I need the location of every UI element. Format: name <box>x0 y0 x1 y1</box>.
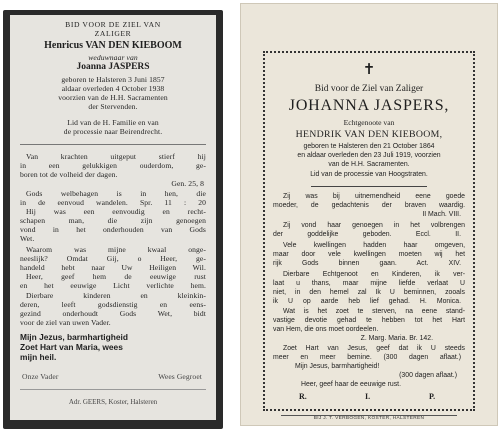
left-text-line: Gen. 25, 8 <box>171 179 204 188</box>
left-text-line: in de eenvoud wandelen. Spr. 11 : 20 <box>20 198 206 207</box>
right-text-line: Dierbare Echtgenoot en Kinderen, ik ver- <box>283 271 465 278</box>
left-divider <box>20 144 206 145</box>
left-bio-line: der Stervenden. <box>88 102 138 111</box>
right-bio-line: geboren te Halsteren den 21 October 1864 <box>303 143 435 150</box>
right-text-line: van Hem, die ons moet oordeelen. <box>273 326 379 333</box>
right-text-line: laat u thans, maar mijne liefde verlaat U <box>273 280 465 287</box>
memorial-card-right <box>240 3 498 426</box>
memorial-card-left <box>3 10 223 429</box>
right-text-line: maar door vele kwellingen moeten wij het <box>273 251 465 258</box>
right-text-line: der goddelijke geboden. Eccl. II. <box>273 231 461 238</box>
right-divider <box>311 186 427 187</box>
left-text-line: schapen man, die zijn genoegen <box>20 216 206 225</box>
left-text-line: gezind onderhoudt Gods Wet, bidt <box>20 309 206 318</box>
left-text-line: Hij was een eenvoudig en recht- <box>26 207 206 216</box>
right-text-line: rijk Gods binnen gaan. Act. XIV. <box>273 260 461 267</box>
left-prayer-line: mijn heil. <box>20 352 57 362</box>
left-deceased-name: Henricus VAN DEN KIEBOOM <box>44 40 182 51</box>
left-onze-vader: Onze Vader <box>22 372 59 381</box>
right-bio-line: van de H.H. Sacramenten. <box>328 161 410 168</box>
right-text-line: moeder, de gedachtenis der braven waardig. <box>273 202 465 209</box>
left-text-line: handeld hebt naar Uw Heiligen Wil. <box>20 263 206 272</box>
right-text-line: (300 dagen aflaat.) <box>399 372 457 379</box>
right-text-line: Zoet Hart van Jesus, geef dat ik U steeds <box>283 345 465 352</box>
left-text-line: neeslijk? Omdat Gij, o Heer, ge- <box>20 254 206 263</box>
right-printer: BIJ J. T. VERBOGEN, KOSTER, HALSTEREN <box>313 416 425 421</box>
left-printer: Adr. GEERS, Koster, Halsteren <box>68 398 158 406</box>
left-text-line: Gods welbehagen is in hen, die <box>26 189 206 198</box>
right-text-line: vastige devotie gehad te hebben tot het Hart <box>273 317 465 324</box>
card-left-paper <box>10 15 216 420</box>
right-text-line: II Mach. VIII. <box>422 211 461 218</box>
right-spouse-label: Echtgenoote van <box>343 118 395 127</box>
rip-letter: I. <box>365 392 371 401</box>
left-text-line: deren, leeft godsdienstig en eens- <box>20 300 206 309</box>
left-text-line: Dierbare kinderen en kleinkin- <box>26 291 206 300</box>
right-text-line: Vele kwellingen hadden haar omgeven, <box>283 242 465 249</box>
rip-letter: R. <box>299 392 307 401</box>
left-text-line: boren tot de volheid der dagen. <box>20 170 118 179</box>
left-header-line1: BID VOOR DE ZIEL VAN <box>65 20 161 29</box>
right-spouse-name: HENDRIK VAN DEN KIEBOOM, <box>295 129 443 140</box>
cross-icon: ✝ <box>362 62 376 78</box>
right-bio-line: Lid van de processie van Hoogstraten. <box>310 171 428 178</box>
left-text-line: vond in het onderhouden van Gods <box>20 225 206 234</box>
right-text-line: Z. Marg. Maria. Br. 142. <box>360 335 433 342</box>
left-wees-gegroet: Wees Gegroet <box>158 372 202 381</box>
left-text-line: in een gelukkigen ouderdom, ge- <box>20 161 206 170</box>
right-text-line: meer en meer bemine. (300 dagen aflaat.) <box>273 354 461 361</box>
left-bio-line: voorzien van de H.H. Sacramenten <box>58 93 168 102</box>
left-divider-bottom <box>20 389 206 390</box>
right-deceased-name: JOHANNA JASPERS, <box>288 97 450 114</box>
right-text-line: Heer, geef haar de eeuwige rust. <box>301 381 401 388</box>
right-bio-line: en aldaar overleden den 23 Juli 1919, voorzien <box>297 152 441 159</box>
left-bio-line: geboren te Halsteren 3 Juni 1857 <box>61 75 165 84</box>
left-prayer-line: Zoet Hart van Maria, wees <box>20 342 123 352</box>
left-text-line: Heer, geef hem de eeuwige rust <box>26 272 206 281</box>
right-text-line: ik U op aarde heb lief gehad. H. Monica. <box>273 298 461 305</box>
left-text-line: Wet. <box>20 234 35 243</box>
left-prayer-line: Mijn Jezus, barmhartigheid <box>20 332 128 342</box>
right-text-line: niet, in den hemel zal Ik U beminnen, zooals <box>273 289 465 296</box>
left-member-line: Lid van de H. Familie en van <box>67 118 159 127</box>
left-text-line: Waarom was mijne kwaal onge- <box>26 245 206 254</box>
right-text-line: Mijn Jesus, barmhartigheid! <box>295 363 380 370</box>
right-text-line: Zij was bij uitnemendheid eene goede <box>283 193 465 200</box>
left-text-line: Van krachten uitgeput stierf hij <box>26 152 206 161</box>
left-header-line2: ZALIGER <box>94 29 132 38</box>
rip-letter: P. <box>429 392 436 401</box>
right-text-line: Wat is het zoet te sterven, na eene stand- <box>283 308 465 315</box>
right-header: Bid voor de Ziel van Zaliger <box>314 84 424 94</box>
left-wife-name: Joanna JASPERS <box>76 62 150 72</box>
left-member-line: de processie naar Beirendrecht. <box>63 127 163 136</box>
left-widower-label: weduwnaar van <box>88 53 138 62</box>
right-text-line: Zij vond haar genoegen in het volbrengen <box>283 222 465 229</box>
left-bio-line: aldaar overleden 4 October 1938 <box>61 84 165 93</box>
right-dotted-frame <box>263 51 475 411</box>
left-text-line: en het eeuwige Licht verlichte hem. <box>20 281 206 290</box>
left-text-line: voor de ziel van uwen Vader. <box>20 318 111 327</box>
